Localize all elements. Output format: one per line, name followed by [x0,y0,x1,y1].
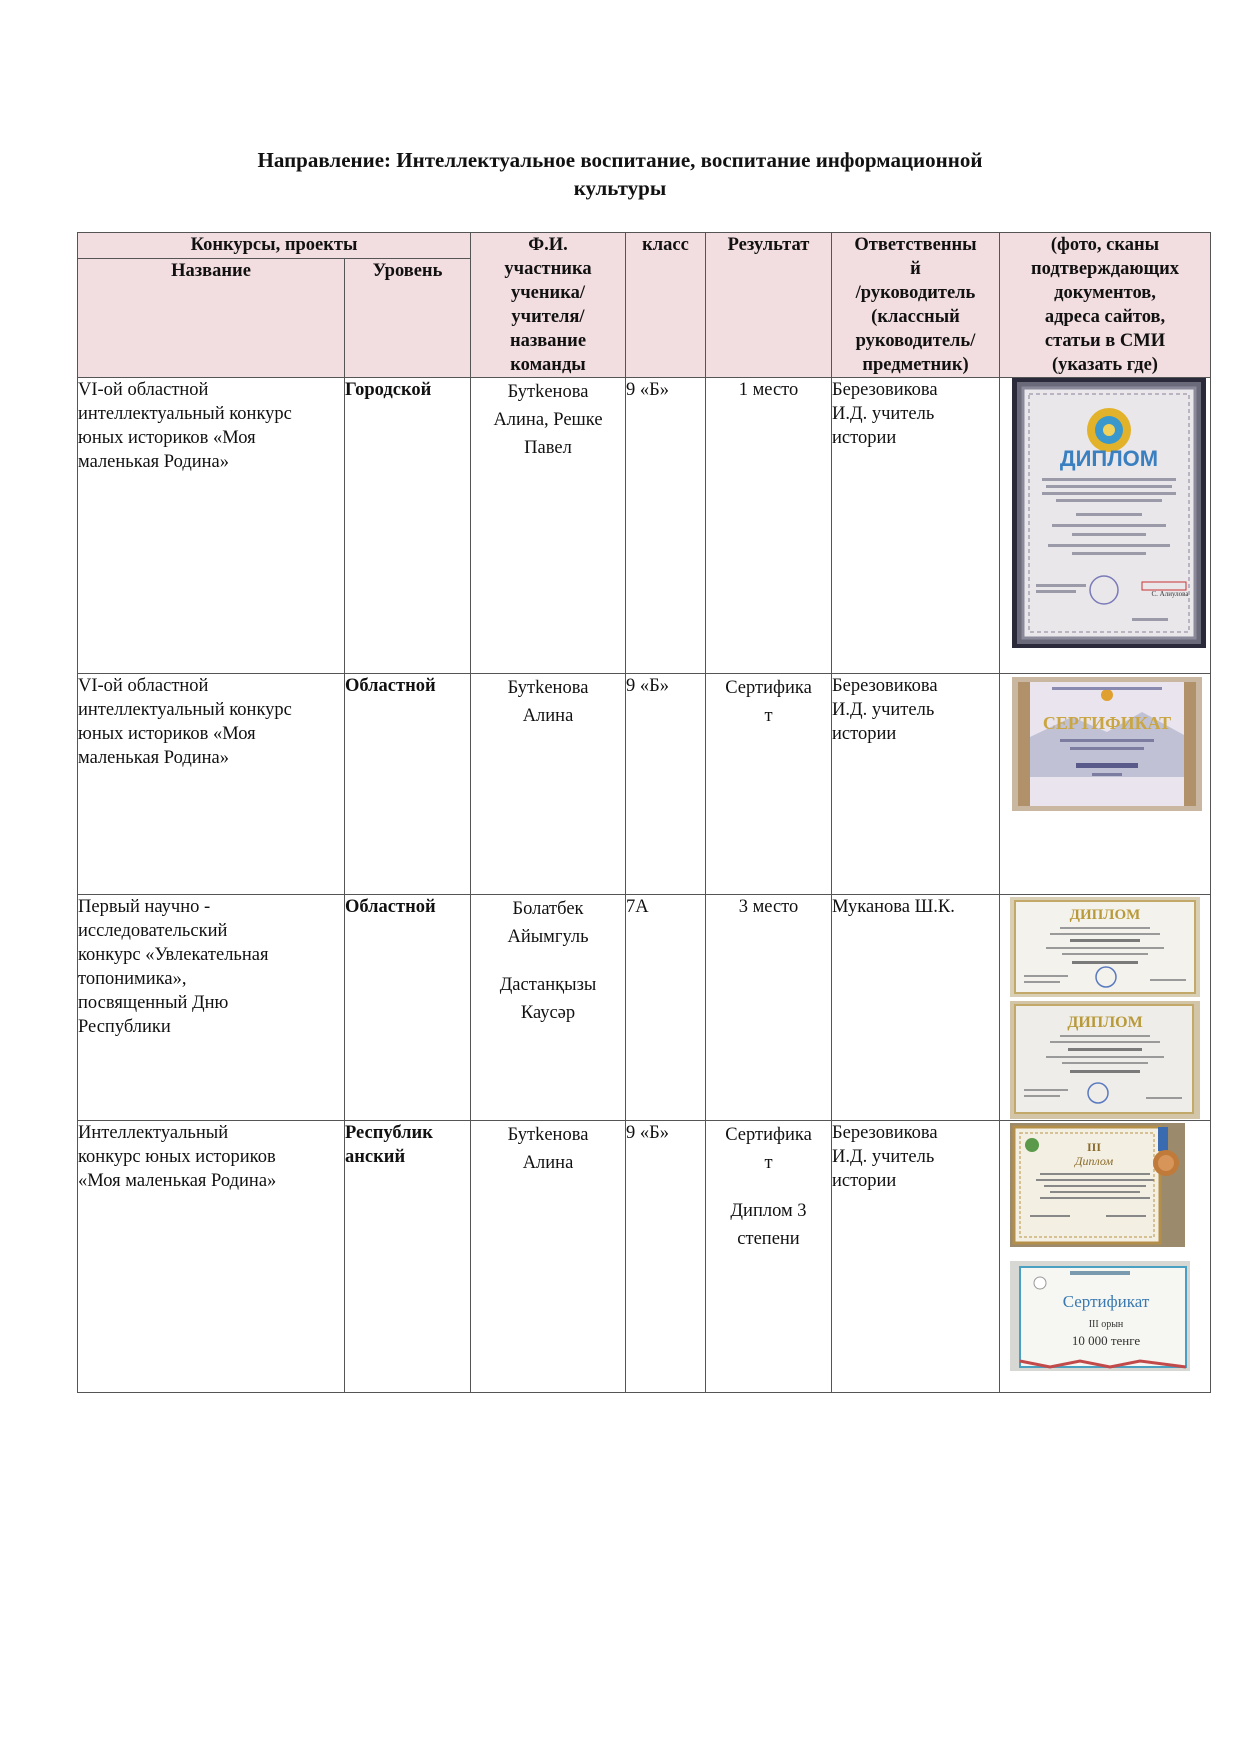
header-competitions: Конкурсы, проекты [78,233,471,259]
certificate-caption: СЕРТИФИКАТ [1042,713,1172,733]
page-title [140,146,1100,202]
diploma-photo [1010,1001,1200,1119]
diploma-caption: ДИПЛОМ [1069,907,1141,923]
header-class: класс [626,233,706,378]
document-photo-cell [1000,674,1211,895]
responsible: Березовикова И.Д. учитель истории [832,1121,1000,1393]
competition-level: Областной [345,895,471,1121]
result: Сертифика т Диплом 3 степени [706,1121,832,1393]
title-line-1: Направление: Интеллектуальное воспитание, воспитание информационной [257,148,983,172]
competition-level: Республик анский [345,1121,471,1393]
competition-name: Первый научно - исследовательский конкурс «Увлекательная топонимика», посвященный Дню Республики [78,895,345,1121]
certificate-caption: Сертификат [1062,1292,1150,1311]
diploma-caption: Диплом [1074,1154,1114,1168]
participant: Бутkенова Алина [471,1121,626,1393]
responsible: Березовикова И.Д. учитель истории [832,674,1000,895]
result: Сертифика т [706,674,832,895]
header-level: Уровень [345,258,471,377]
competition-name: Интеллектуальный конкурс юных историков «Моя маленькая Родина» [78,1121,345,1393]
certificate-photo [1010,1261,1190,1371]
competitions-table [77,232,1211,1393]
result: 3 место [706,895,832,1121]
competition-name: VI-ой областной интеллектуальный конкурс юных историков «Моя маленькая Родина» [78,674,345,895]
competition-name: VI-ой областной интеллектуальный конкурс юных историков «Моя маленькая Родина» [78,378,345,674]
participant: Болатбек Айымгуль Дастанқызы Каусәр [471,895,626,1121]
result: 1 место [706,378,832,674]
class: 9 «Б» [626,378,706,674]
document-photo-cell [1000,1121,1211,1393]
diploma-photo [1010,897,1200,997]
table-row [78,1121,1211,1393]
header-documents: (фото, сканы подтверждающих документов, адреса сайтов, статьи в СМИ (указать где) [1000,233,1211,378]
diploma-signer: С. Алиулова [1151,590,1189,598]
class: 7А [626,895,706,1121]
responsible: Березовикова И.Д. учитель истории [832,378,1000,674]
responsible: Муканова Ш.К. [832,895,1000,1121]
document-photo-cell [1000,378,1211,674]
header-participant: Ф.И. участника ученика/ учителя/ название команды [471,233,626,378]
class: 9 «Б» [626,1121,706,1393]
table-row [78,378,1211,674]
certificate-photo [1012,677,1202,811]
diploma-caption: ДИПЛОМ [1059,446,1159,471]
table-row [78,674,1211,895]
document-photo-cell [1000,895,1211,1121]
header-responsible: Ответственны й /руководитель (классный руководитель/ предметник) [832,233,1000,378]
diploma-place: III [1086,1140,1102,1154]
competition-level: Городской [345,378,471,674]
diploma-caption: ДИПЛОМ [1067,1014,1143,1031]
header-result: Результат [706,233,832,378]
certificate-prize: 10 000 тенге [1071,1333,1141,1348]
participant: Бутkенова Алина [471,674,626,895]
diploma-photo [1012,378,1206,648]
table-row [78,895,1211,1121]
certificate-place: III орын [1088,1319,1124,1330]
title-line-2: культуры [573,176,667,200]
class: 9 «Б» [626,674,706,895]
header-name: Название [78,258,345,377]
diploma-photo [1010,1123,1185,1247]
competition-level: Областной [345,674,471,895]
participant: Бутkенова Алина, Решке Павел [471,378,626,674]
